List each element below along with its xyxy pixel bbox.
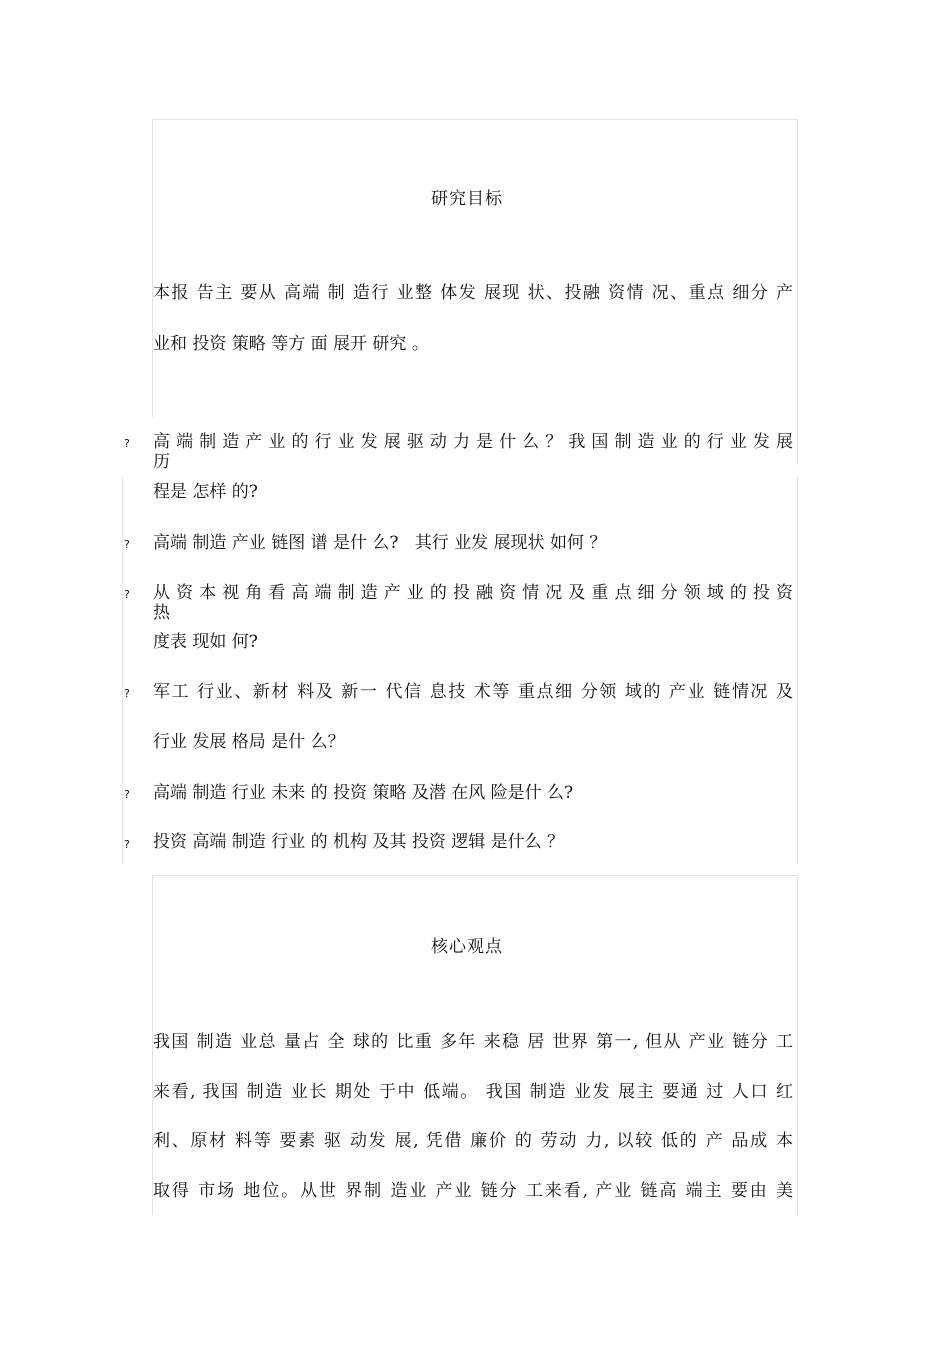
question-4-line-2: 行业 发展 格局 是什 么？ xyxy=(153,732,345,752)
body-line-2: 来看, 我国 制造 业长 期处 于中 低端。 我国 制造 业发 展主 要通 过 人口 红 xyxy=(153,1082,793,1102)
section-frame-research-goals xyxy=(152,119,798,417)
question-1-line-1: 高 端 制 造 产 业 的 行 业 发 展 驱 动 力 是 什 么 ？ 我 国 制 造 业 的 行 业 发 展 历 xyxy=(153,432,793,472)
section-heading-core-views: 核心观点 xyxy=(431,937,503,957)
bullet-icon: ? xyxy=(124,538,130,551)
question-4-line-1: 军工 行业、新材 料及 新一 代信 息技 术等 重点细 分领 域的 产业 链情况 及 xyxy=(153,682,793,702)
body-line-1: 我国 制造 业总 量占 全 球的 比重 多年 来稳 居 世界 第一, 但从 产业 链分 工 xyxy=(153,1032,793,1052)
bullet-icon: ? xyxy=(124,838,130,851)
bullet-icon: ? xyxy=(124,437,130,450)
body-line-4: 取得 市场 地位。从世 界制 造业 产业 链分 工来看, 产业 链高 端主 要由 美 xyxy=(153,1181,793,1201)
bullet-icon: ? xyxy=(124,588,130,601)
body-line-3: 利、原材 料等 要素 驱 动发 展, 凭借 廉价 的 劳动 力, 以较 低的 产 品成 本 xyxy=(153,1131,793,1151)
bullet-icon: ? xyxy=(124,687,130,700)
intro-line-1: 本报 告主 要从 高端 制 造行 业整 体发 展现 状、投融 资情 况、重点 细分 产 xyxy=(153,283,793,303)
question-1-line-2: 程是 怎样 的? xyxy=(153,482,258,502)
question-2-line-1: 高端 制造 产业 链图 谱 是什 么? 其行 业发 展现状 如何 ？ xyxy=(153,533,607,553)
question-3-line-1: 从 资 本 视 角 看 高 端 制 造 产 业 的 投 融 资 情 况 及 重 点 细 分 领 域 的 投 资 热 xyxy=(153,583,793,623)
section-heading-research-goals: 研究目标 xyxy=(431,189,503,209)
question-3-line-2: 度表 现如 何? xyxy=(153,632,258,652)
question-5-line-1: 高端 制造 行业 未来 的 投资 策略 及潜 在风 险是什 么? xyxy=(153,783,574,803)
bullet-icon: ? xyxy=(124,788,130,801)
question-6-line-1: 投资 高端 制造 行业 的 机构 及其 投资 逻辑 是什么 ？ xyxy=(153,832,565,852)
intro-line-2: 业和 投资 策略 等方 面 展开 研究 。 xyxy=(153,334,429,354)
